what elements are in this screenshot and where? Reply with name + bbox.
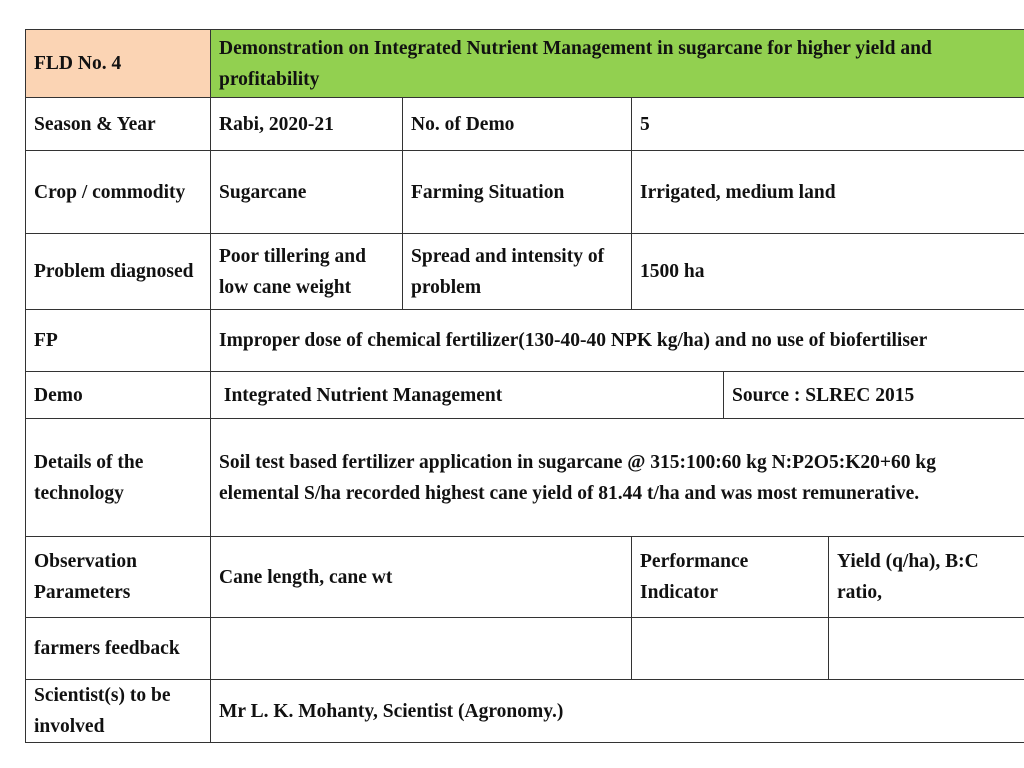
season-value: Rabi, 2020-21 bbox=[211, 98, 403, 151]
season-row bbox=[26, 98, 1024, 151]
scientist-row bbox=[26, 680, 1024, 743]
feedback-row bbox=[26, 618, 1024, 680]
details-label: Details of the technology bbox=[26, 419, 211, 537]
observation-row bbox=[26, 537, 1024, 618]
farming-situation-value: Irrigated, medium land bbox=[632, 151, 1024, 234]
demo-label: Demo bbox=[26, 372, 211, 419]
feedback-empty-cell bbox=[211, 618, 632, 680]
observation-value: Cane length, cane wt bbox=[211, 537, 632, 618]
feedback-label: farmers feedback bbox=[26, 618, 211, 680]
problem-label: Problem diagnosed bbox=[26, 234, 211, 310]
demo-title: Demonstration on Integrated Nutrient Management in sugarcane for higher yield and profitability bbox=[211, 30, 1024, 98]
fld-table bbox=[25, 29, 1024, 743]
demo-row bbox=[26, 372, 1024, 419]
demo-source: Source : SLREC 2015 bbox=[724, 372, 1024, 419]
problem-row bbox=[26, 234, 1024, 310]
observation-label: Observation Parameters bbox=[26, 537, 211, 618]
spread-label: Spread and intensity of problem bbox=[403, 234, 632, 310]
fp-value: Improper dose of chemical fertilizer(130-40-40 NPK kg/ha) and no use of biofertiliser bbox=[211, 310, 1024, 372]
spread-value: 1500 ha bbox=[632, 234, 1024, 310]
demo-value: Integrated Nutrient Management bbox=[211, 372, 724, 419]
fld-document bbox=[25, 29, 1024, 743]
scientist-label: Scientist(s) to be involved bbox=[26, 680, 211, 743]
details-value: Soil test based fertilizer application in sugarcane @ 315:100:60 kg N:P2O5:K20+60 kg elemental S/ha recorded highest cane yield of 81.44 t/ha and was most remunerative. bbox=[211, 419, 1024, 537]
crop-label: Crop / commodity bbox=[26, 151, 211, 234]
performance-indicator-value: Yield (q/ha), B:C ratio, bbox=[829, 537, 1024, 618]
demo-count-value: 5 bbox=[632, 98, 1024, 151]
farming-situation-label: Farming Situation bbox=[403, 151, 632, 234]
details-row bbox=[26, 419, 1024, 537]
demo-count-label: No. of Demo bbox=[403, 98, 632, 151]
performance-indicator-label: Performance Indicator bbox=[632, 537, 829, 618]
season-label: Season & Year bbox=[26, 98, 211, 151]
fld-number: FLD No. 4 bbox=[26, 30, 211, 98]
crop-row bbox=[26, 151, 1024, 234]
fp-row bbox=[26, 310, 1024, 372]
problem-value: Poor tillering and low cane weight bbox=[211, 234, 403, 310]
header-row bbox=[26, 30, 1024, 98]
crop-value: Sugarcane bbox=[211, 151, 403, 234]
feedback-empty-cell bbox=[632, 618, 829, 680]
feedback-empty-cell bbox=[829, 618, 1024, 680]
fp-label: FP bbox=[26, 310, 211, 372]
scientist-value: Mr L. K. Mohanty, Scientist (Agronomy.) bbox=[211, 680, 1024, 743]
